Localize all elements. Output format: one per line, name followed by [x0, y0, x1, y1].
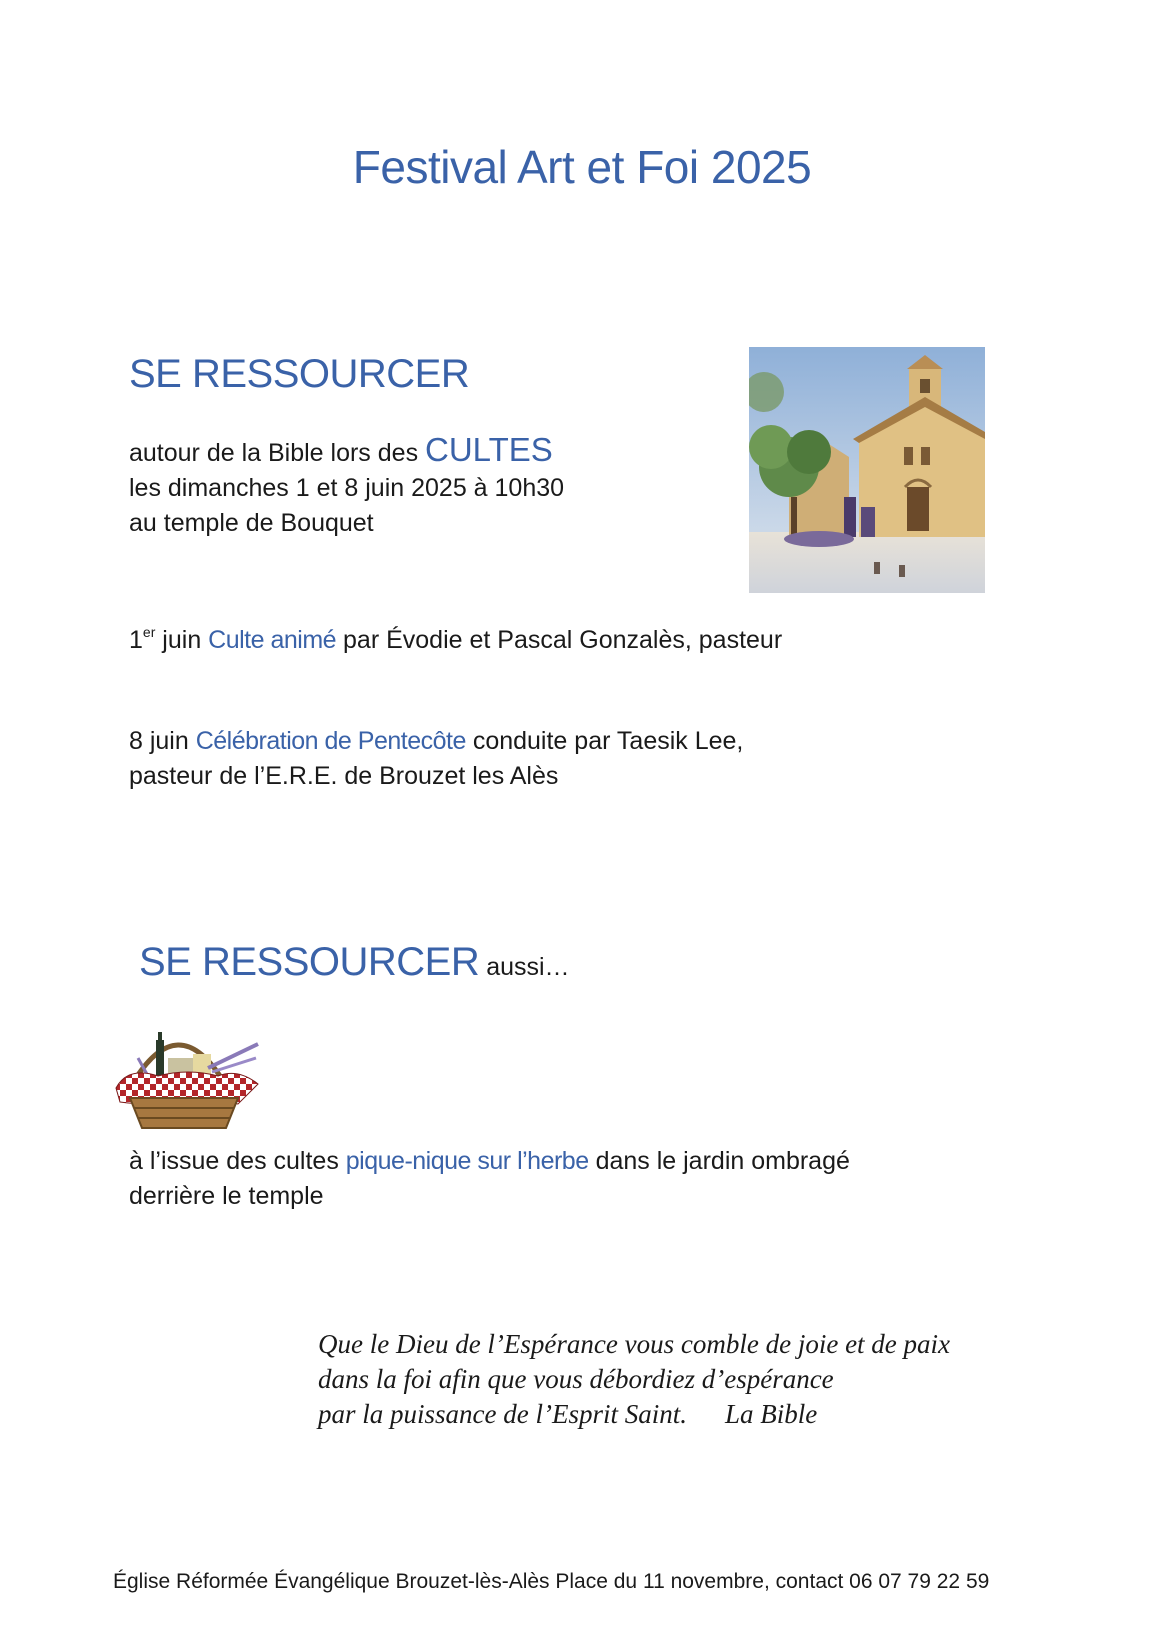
item2-rest: conduite par Taesik Lee, — [465, 727, 744, 755]
item2-line1 — [129, 724, 743, 759]
section1-heading: SE RESSOURCER — [129, 352, 470, 396]
section1-intro — [129, 432, 564, 541]
quote-attribution: La Bible — [724, 1399, 818, 1429]
section2-heading: SE RESSOURCER — [139, 940, 480, 984]
item1-date-sup: er — [142, 624, 156, 640]
page-title: Festival Art et Foi 2025 — [352, 141, 812, 193]
quote-line3-row — [318, 1397, 950, 1432]
section2-line1-rest: dans le jardin ombragé — [588, 1147, 850, 1175]
section2-line1 — [129, 1144, 850, 1179]
section2-text — [129, 1144, 850, 1214]
item2-highlight: Célébration de Pentecôte — [195, 727, 466, 755]
item-pentecote — [129, 724, 743, 794]
section1-line1 — [129, 432, 564, 471]
section2-line2: derrière le temple — [129, 1182, 324, 1210]
quote-line2: dans la foi afin que vous débordiez d’espérance — [318, 1364, 834, 1394]
picnic-highlight: pique-nique sur l’herbe — [345, 1147, 589, 1175]
item-culte-anime — [129, 615, 782, 658]
section2-heading-suffix: aussi… — [479, 953, 570, 981]
section2-heading-row — [139, 940, 570, 985]
section2-line1-pre: à l’issue des cultes — [129, 1147, 346, 1175]
item1-rest: par Évodie et Pascal Gonzalès, pasteur — [336, 626, 783, 654]
item2-line2: pasteur de l’E.R.E. de Brouzet les Alès — [129, 762, 559, 790]
item1-date-rest: juin — [155, 626, 209, 654]
section1-line2: les dimanches 1 et 8 juin 2025 à 10h30 — [129, 474, 565, 502]
bible-quote — [318, 1327, 950, 1432]
item1-highlight: Culte animé — [208, 626, 337, 654]
footer-contact: Église Réformée Évangélique Brouzet-lès-Alès Place du 11 novembre, contact 06 07 79 22 59 — [113, 1570, 990, 1593]
church-painting — [749, 347, 985, 593]
cultes-highlight: CULTES — [425, 431, 553, 468]
quote-line1: Que le Dieu de l’Espérance vous comble de joie et de paix — [318, 1329, 951, 1359]
picnic-basket-illustration — [108, 1018, 264, 1134]
item2-pre: 8 juin — [129, 727, 196, 755]
item1-date-num: 1 — [129, 626, 143, 654]
section1-line3: au temple de Bouquet — [129, 509, 374, 537]
section1-line1-text: autour de la Bible lors des — [129, 439, 426, 467]
quote-line3: par la puissance de l’Esprit Saint. — [318, 1399, 687, 1429]
